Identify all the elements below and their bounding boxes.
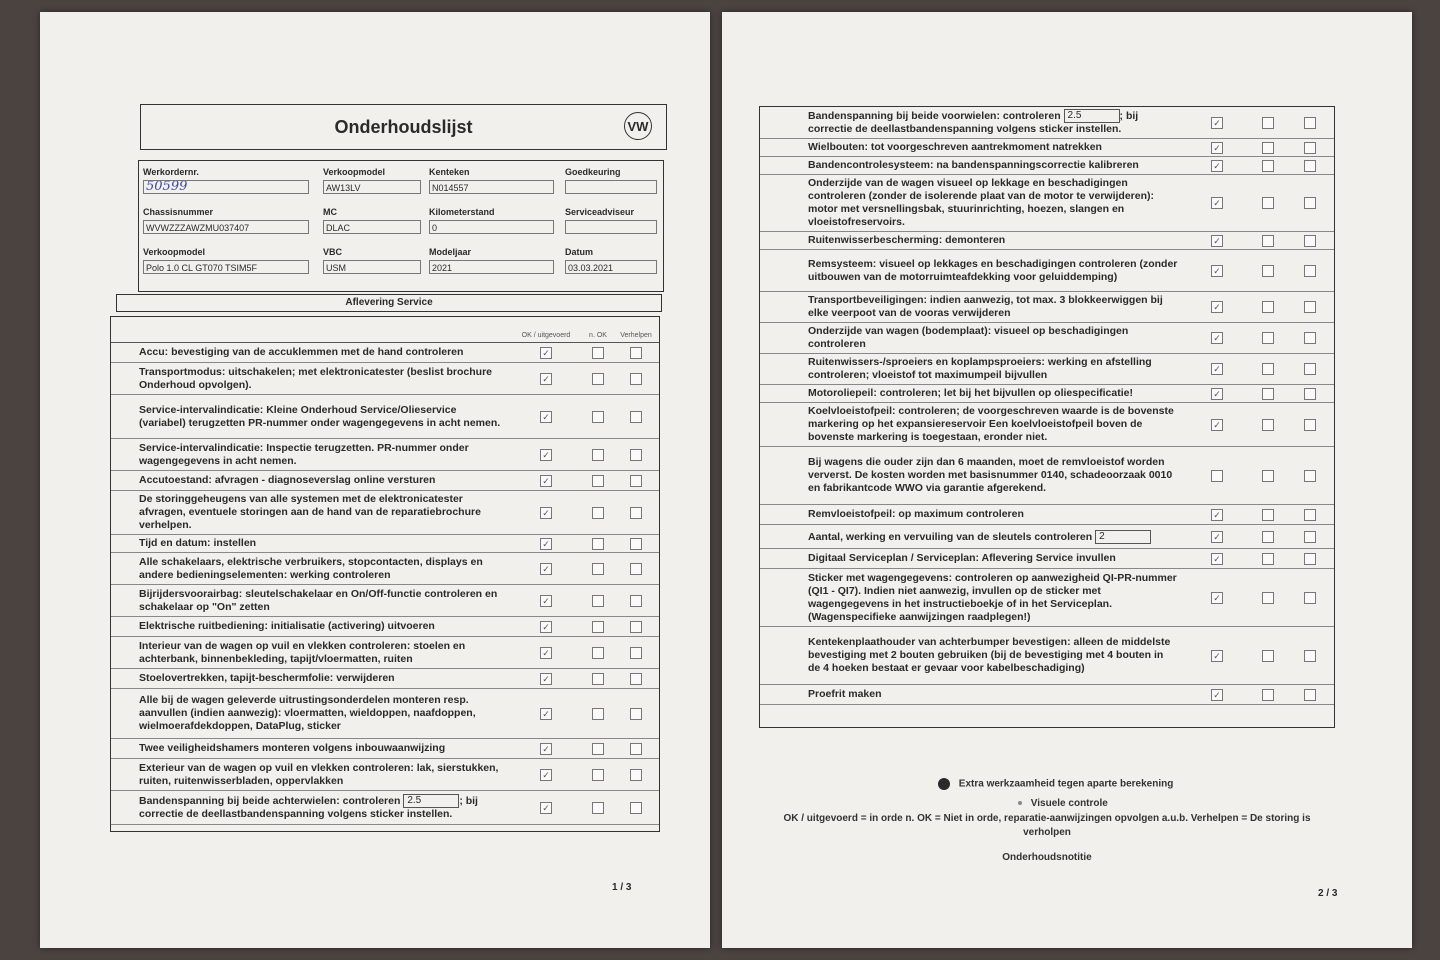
ok-checkbox[interactable]: ✓: [1211, 301, 1223, 313]
checklist-row: [760, 157, 1334, 175]
checklist-item-text: Koelvloeistofpeil: controleren; de voorgeschreven waarde is de bovenste markering op het expansiereservoir Een koelvloeistofpeil boven de bovenste markering is toegestaan, eronder niet.: [808, 405, 1174, 443]
document-page-1: [40, 12, 710, 948]
ok-checkbox[interactable]: ✓: [540, 538, 552, 550]
nok-checkbox[interactable]: [592, 769, 604, 781]
nok-checkbox[interactable]: [1262, 142, 1274, 154]
info-field-value[interactable]: 0: [429, 220, 554, 234]
item-value-field[interactable]: 2: [1095, 530, 1151, 544]
fix-checkbox[interactable]: [630, 802, 642, 814]
checklist-item-text: Motoroliepeil: controleren; let bij het bijvullen op oliespecificatie!: [808, 387, 1133, 399]
nok-checkbox[interactable]: [1262, 363, 1274, 375]
checklist-item-text: Alle bij de wagen geleverde uitrustingsonderdelen monteren resp. aanvullen (indien aanwezig): vloermatten, wieldoppen, naafdoppen, wielmoerafdekdoppen, DataPlug, sticker: [139, 694, 476, 732]
title-box: [140, 104, 667, 150]
nok-checkbox[interactable]: [1262, 235, 1274, 247]
info-field-label: Kilometerstand: [429, 207, 495, 217]
ok-checkbox[interactable]: ✓: [1211, 265, 1223, 277]
ok-checkbox[interactable]: ✓: [540, 347, 552, 359]
fix-checkbox[interactable]: [630, 769, 642, 781]
ok-checkbox[interactable]: ✓: [1211, 235, 1223, 247]
nok-checkbox[interactable]: [1262, 592, 1274, 604]
fix-checkbox[interactable]: [630, 347, 642, 359]
item-text-after: ; bij correctie de deellastbandenspanning volgens sticker instellen.: [139, 794, 478, 820]
fix-checkbox[interactable]: [630, 708, 642, 720]
fix-checkbox[interactable]: [1304, 553, 1316, 565]
fix-checkbox[interactable]: [630, 563, 642, 575]
ok-checkbox[interactable]: ✓: [1211, 197, 1223, 209]
ok-checkbox[interactable]: ✓: [1211, 650, 1223, 662]
info-field: [565, 247, 665, 287]
ok-checkbox[interactable]: ✓: [1211, 363, 1223, 375]
page-number: 1 / 3: [612, 882, 632, 893]
info-field: [565, 167, 665, 207]
checklist-row: [760, 627, 1334, 685]
nok-checkbox[interactable]: [1262, 332, 1274, 344]
checklist-item-text: Onderzijde van de wagen visueel op lekkage en beschadigingen controleren (zonder de isolerende plaat van de motor te verwijderen): motor met versnellingsbak, stuurinrichting, hoezen, slangen en vloeistofreservoirs.: [808, 177, 1154, 228]
checklist-row: [111, 585, 659, 617]
info-field-value[interactable]: N014557: [429, 180, 554, 194]
nok-checkbox[interactable]: [1262, 265, 1274, 277]
checklist-row: [111, 791, 659, 825]
checklist-row: [111, 343, 659, 363]
info-field-value[interactable]: AW13LV: [323, 180, 421, 194]
checklist-row: [760, 525, 1334, 549]
info-field: [143, 167, 323, 207]
vw-logo: VW: [624, 112, 652, 140]
checklist-row: [760, 447, 1334, 505]
fix-checkbox[interactable]: [630, 743, 642, 755]
checklist-row: [760, 323, 1334, 354]
checklist-item-text: Ruitenwissers-/sproeiers en koplampsproeiers: werking en afstelling controleren; vloeistof tot maximumpeil bijvullen: [808, 356, 1152, 381]
nok-checkbox[interactable]: [1262, 531, 1274, 543]
checklist-row: [111, 535, 659, 553]
info-field-label: Chassisnummer: [143, 207, 214, 217]
small-dot-icon: [1018, 801, 1022, 805]
checklist-row: [111, 553, 659, 585]
nok-checkbox[interactable]: [592, 708, 604, 720]
fix-checkbox[interactable]: [630, 595, 642, 607]
ok-checkbox[interactable]: ✓: [540, 449, 552, 461]
checklist-item-text: Exterieur van de wagen op vuil en vlekken controleren: lak, sierstukken, ruiten, ruitenwisserbladen, oppervlakken: [139, 761, 499, 787]
nok-checkbox[interactable]: [1262, 553, 1274, 565]
nok-checkbox[interactable]: [592, 507, 604, 519]
ok-checkbox[interactable]: ✓: [1211, 142, 1223, 154]
fix-checkbox[interactable]: [1304, 332, 1316, 344]
info-field-value[interactable]: 03.03.2021: [565, 260, 657, 274]
checklist-row: [760, 292, 1334, 323]
checklist-row: [111, 739, 659, 759]
fix-checkbox[interactable]: [1304, 388, 1316, 400]
fix-checkbox[interactable]: [1304, 160, 1316, 172]
nok-checkbox[interactable]: [592, 621, 604, 633]
nok-checkbox[interactable]: [592, 647, 604, 659]
fix-checkbox[interactable]: [1304, 142, 1316, 154]
checklist-row: [111, 669, 659, 689]
checklist-item-text: Wielbouten: tot voorgeschreven aantrekmoment natrekken: [808, 141, 1102, 153]
info-field-value[interactable]: 50599: [143, 180, 309, 194]
ok-checkbox[interactable]: ✓: [540, 595, 552, 607]
checklist-row: [111, 363, 659, 395]
checklist-item-text: Remvloeistofpeil: op maximum controleren: [808, 508, 1024, 520]
info-field: [565, 207, 665, 247]
checklist-row: [760, 685, 1334, 705]
fix-checkbox[interactable]: [630, 411, 642, 423]
info-field-label: Goedkeuring: [565, 167, 621, 177]
ok-checkbox[interactable]: ✓: [1211, 689, 1223, 701]
checklist-item-text: Service-intervalindicatie: Inspectie terugzetten. PR-nummer onder wagengegevens in acht nemen.: [139, 441, 469, 467]
info-field: [429, 167, 565, 207]
info-field-label: Werkordernr.: [143, 167, 199, 177]
info-field-value[interactable]: 2021: [429, 260, 554, 274]
fix-checkbox[interactable]: [630, 538, 642, 550]
nok-checkbox[interactable]: [1262, 197, 1274, 209]
info-field-label: Verkoopmodel: [323, 167, 386, 177]
checklist-item-text: [111, 792, 509, 823]
ok-checkbox[interactable]: ✓: [1211, 419, 1223, 431]
info-field-value[interactable]: USM: [323, 260, 421, 274]
checklist-item-text: [760, 107, 1184, 138]
nok-checkbox[interactable]: [592, 538, 604, 550]
item-value-field[interactable]: 2.5: [1064, 109, 1120, 123]
checklist-item-text: Elektrische ruitbediening: initialisatie (activering) uitvoeren: [139, 620, 435, 632]
nok-checkbox[interactable]: [592, 475, 604, 487]
ok-checkbox[interactable]: ✓: [540, 708, 552, 720]
checklist-rows: [111, 343, 659, 825]
ok-checkbox[interactable]: ✓: [540, 563, 552, 575]
checklist-item-text: Service-intervalindicatie: Kleine Onderhoud Service/Olieservice (variabel) terugzetten PR-nummer onder wagengegevens in acht nemen.: [139, 403, 501, 429]
ok-checkbox[interactable]: ✓: [540, 411, 552, 423]
checklist-item-text: Interieur van de wagen op vuil en vlekken controleren: stoelen en achterbank, binnenbekleding, tapijt/vloermatten, ruiten: [139, 639, 466, 665]
checklist-item-text: Proefrit maken: [808, 688, 882, 700]
vehicle-info-box: [138, 160, 664, 292]
fix-checkbox[interactable]: [630, 621, 642, 633]
fix-checkbox[interactable]: [1304, 197, 1316, 209]
nok-checkbox[interactable]: [592, 411, 604, 423]
info-field-label: Serviceadviseur: [565, 207, 635, 217]
info-field: [323, 207, 429, 247]
legend-definitions: OK / uitgevoerd = in orde n. OK = Niet in orde, reparatie-aanwijzingen opvolgen a.u.b. Verhelpen = De storing is verholpen: [783, 813, 1311, 838]
ok-checkbox[interactable]: [1211, 470, 1223, 482]
checklist-row: [760, 175, 1334, 232]
ok-checkbox[interactable]: ✓: [1211, 509, 1223, 521]
info-field-value[interactable]: WVWZZZAWZMU037407: [143, 220, 309, 234]
checklist-page-2: [759, 106, 1335, 728]
item-text-before: Aantal, werking en vervuiling van de sleutels controleren: [808, 530, 1093, 543]
fix-checkbox[interactable]: [630, 373, 642, 385]
checklist-row: [111, 491, 659, 535]
nok-checkbox[interactable]: [1262, 160, 1274, 172]
checklist-item-text: Remsysteem: visueel op lekkages en beschadigingen controleren (zonder uitbouwen van de motorruimteafdekking voor geluiddemping): [808, 257, 1178, 283]
fix-checkbox[interactable]: [1304, 650, 1316, 662]
fix-checkbox[interactable]: [1304, 592, 1316, 604]
fix-checkbox[interactable]: [1304, 689, 1316, 701]
checklist-item-text: Onderzijde van wagen (bodemplaat): visueel op beschadigingen controleren: [808, 325, 1129, 350]
nok-checkbox[interactable]: [592, 595, 604, 607]
info-field: [429, 247, 565, 287]
checklist-row: [760, 569, 1334, 627]
column-ok-header: OK / uitgevoerd: [521, 332, 571, 339]
nok-checkbox[interactable]: [1262, 117, 1274, 129]
maintenance-notes-label: Onderhoudsnotitie: [1002, 852, 1092, 863]
document-title: Onderhoudslijst: [334, 116, 473, 137]
section-title: Aflevering Service: [116, 294, 662, 312]
fix-checkbox[interactable]: [1304, 470, 1316, 482]
checklist-row: [111, 617, 659, 637]
checklist-row: [111, 395, 659, 439]
ok-checkbox[interactable]: ✓: [540, 373, 552, 385]
checklist-row: [760, 385, 1334, 403]
ok-checkbox[interactable]: ✓: [540, 673, 552, 685]
checklist-rows: [760, 107, 1334, 705]
checklist-row: [760, 232, 1334, 250]
info-field: [429, 207, 565, 247]
info-field-value[interactable]: [565, 180, 657, 194]
nok-checkbox[interactable]: [1262, 689, 1274, 701]
checklist-row: [111, 759, 659, 791]
filled-circle-icon: [938, 778, 950, 790]
info-field-value[interactable]: [565, 220, 657, 234]
nok-checkbox[interactable]: [592, 673, 604, 685]
info-field-value[interactable]: DLAC: [323, 220, 421, 234]
fix-checkbox[interactable]: [1304, 509, 1316, 521]
info-field-label: MC: [323, 207, 337, 217]
nok-checkbox[interactable]: [592, 449, 604, 461]
ok-checkbox[interactable]: ✓: [540, 647, 552, 659]
fix-checkbox[interactable]: [1304, 363, 1316, 375]
fix-checkbox[interactable]: [1304, 531, 1316, 543]
checklist-row: [111, 439, 659, 471]
item-text-after: ; bij correctie de deellastbandenspanning volgens sticker instellen.: [808, 109, 1139, 135]
nok-checkbox[interactable]: [592, 563, 604, 575]
checklist-item-text: Twee veiligheidshamers monteren volgens inbouwaanwijzing: [139, 742, 446, 754]
checklist-row: [760, 505, 1334, 525]
nok-checkbox[interactable]: [592, 373, 604, 385]
column-headers: [111, 317, 659, 343]
nok-checkbox[interactable]: [1262, 388, 1274, 400]
column-fix-header: Verhelpen: [620, 332, 652, 339]
ok-checkbox[interactable]: ✓: [540, 769, 552, 781]
legend-visual-check: [1018, 798, 1108, 809]
info-field-label: VBC: [323, 247, 343, 257]
ok-checkbox[interactable]: ✓: [1211, 388, 1223, 400]
checklist-row: [111, 637, 659, 669]
ok-checkbox[interactable]: ✓: [1211, 160, 1223, 172]
ok-checkbox[interactable]: ✓: [540, 743, 552, 755]
checklist-page-1: [110, 316, 660, 832]
fix-checkbox[interactable]: [1304, 419, 1316, 431]
checklist-item-text: Bijrijdersvoorairbag: sleutelschakelaar en On/Off-functie controleren en schakelaar op "On" zetten: [139, 587, 498, 613]
checklist-item-text: Stoelovertrekken, tapijt-beschermfolie: verwijderen: [139, 672, 395, 684]
checklist-item-text: Sticker met wagengegevens: controleren op aanwezigheid QI-PR-nummer (QI1 - QI7). Indien niet aanwezig, invullen op de sticker met wagengegevens in het instructieboekje of in het Serviceplan. (Wagenspecifieke aanwijzingen raadplegen!): [808, 571, 1177, 623]
fix-checkbox[interactable]: [630, 647, 642, 659]
checklist-row: [760, 549, 1334, 569]
info-field-value[interactable]: Polo 1.0 CL GT070 TSIM5F: [143, 260, 309, 274]
fix-checkbox[interactable]: [1304, 265, 1316, 277]
nok-checkbox[interactable]: [1262, 301, 1274, 313]
ok-checkbox[interactable]: ✓: [540, 475, 552, 487]
page-number: 2 / 3: [1318, 888, 1338, 899]
checklist-item-text: Kentekenplaathouder van achterbumper bevestigen: alleen de middelste bevestiging met 2 bouten gebruiken (bij de bevestiging met 4 bouten in de 4 hoeken bestaat er gevaar voor kabelbeschadiging): [808, 636, 1171, 674]
info-field-label: Modeljaar: [429, 247, 472, 257]
info-field: [323, 167, 429, 207]
checklist-item-text: De storinggeheugens van alle systemen met de elektronicatester afvragen, eventuele storingen aan de hand van de reparatiebrochure verhelpen.: [139, 493, 481, 531]
fix-checkbox[interactable]: [630, 475, 642, 487]
checklist-item-text: Bandencontrolesysteem: na bandenspanningscorrectie kalibreren: [808, 159, 1139, 171]
checklist-row: [760, 403, 1334, 447]
ok-checkbox[interactable]: ✓: [1211, 117, 1223, 129]
vehicle-info-grid: [139, 161, 663, 287]
checklist-item-text: Alle schakelaars, elektrische verbruikers, stopcontacten, displays en andere bedieningselementen: werking controleren: [139, 555, 483, 581]
info-field: [143, 247, 323, 287]
nok-checkbox[interactable]: [592, 802, 604, 814]
checklist-item-text: Transportmodus: uitschakelen; met elektronicatester (beslist brochure Onderhoud opvolgen).: [139, 365, 493, 391]
nok-checkbox[interactable]: [1262, 419, 1274, 431]
checklist-item-text: Tijd en datum: instellen: [139, 537, 257, 549]
nok-checkbox[interactable]: [592, 347, 604, 359]
checklist-item-text: Transportbeveiligingen: indien aanwezig, tot max. 3 blokkeerwiggen bij elke veerpoot van de vooras verwijderen: [808, 294, 1163, 319]
checklist-row: [111, 471, 659, 491]
checklist-item-text: Digitaal Serviceplan / Serviceplan: Aflevering Service invullen: [808, 552, 1116, 564]
checklist-item-text: Accutoestand: afvragen - diagnoseverslag online versturen: [139, 474, 436, 486]
ok-checkbox[interactable]: ✓: [540, 621, 552, 633]
info-field-label: Datum: [565, 247, 594, 257]
nok-checkbox[interactable]: [1262, 509, 1274, 521]
fix-checkbox[interactable]: [630, 673, 642, 685]
column-nok-header: n. OK: [589, 332, 607, 339]
info-field: [323, 247, 429, 287]
fix-checkbox[interactable]: [1304, 301, 1316, 313]
fix-checkbox[interactable]: [1304, 117, 1316, 129]
item-text-before: Bandenspanning bij beide voorwielen: controleren: [808, 109, 1061, 122]
legend-extra-label: Extra werkzaamheid tegen aparte berekening: [958, 778, 1174, 790]
checklist-item-text: Accu: bevestiging van de accuklemmen met de hand controleren: [139, 346, 464, 358]
checklist-item-text: [760, 528, 1184, 546]
checklist-row: [760, 250, 1334, 292]
nok-checkbox[interactable]: [592, 743, 604, 755]
ok-checkbox[interactable]: ✓: [1211, 592, 1223, 604]
ok-checkbox[interactable]: ✓: [1211, 332, 1223, 344]
legend-visual-label: Visuele controle: [1030, 798, 1108, 809]
document-page-2: [722, 12, 1412, 948]
fix-checkbox[interactable]: [630, 449, 642, 461]
fix-checkbox[interactable]: [1304, 235, 1316, 247]
info-field-label: Kenteken: [429, 167, 470, 177]
ok-checkbox[interactable]: ✓: [1211, 531, 1223, 543]
ok-checkbox[interactable]: ✓: [1211, 553, 1223, 565]
nok-checkbox[interactable]: [1262, 470, 1274, 482]
info-field: [143, 207, 323, 247]
checklist-item-text: Ruitenwisserbescherming: demonteren: [808, 234, 1006, 246]
nok-checkbox[interactable]: [1262, 650, 1274, 662]
ok-checkbox[interactable]: ✓: [540, 802, 552, 814]
checklist-row: [760, 107, 1334, 139]
checklist-row: [111, 689, 659, 739]
info-field-label: Verkoopmodel: [143, 247, 206, 257]
fix-checkbox[interactable]: [630, 507, 642, 519]
legend-extra-work: [938, 778, 1173, 790]
checklist-row: [760, 354, 1334, 385]
item-text-before: Bandenspanning bij beide achterwielen: controleren: [139, 794, 401, 807]
checklist-row: [760, 139, 1334, 157]
checklist-item-text: Bij wagens die ouder zijn dan 6 maanden, moet de remvloeistof worden ververst. De kosten worden met basisnummer 0140, schadeoorzaak 0010 en fabrikantcode WWO via garantie afgerekend.: [808, 456, 1173, 494]
item-value-field[interactable]: 2.5: [403, 794, 459, 808]
ok-checkbox[interactable]: ✓: [540, 507, 552, 519]
